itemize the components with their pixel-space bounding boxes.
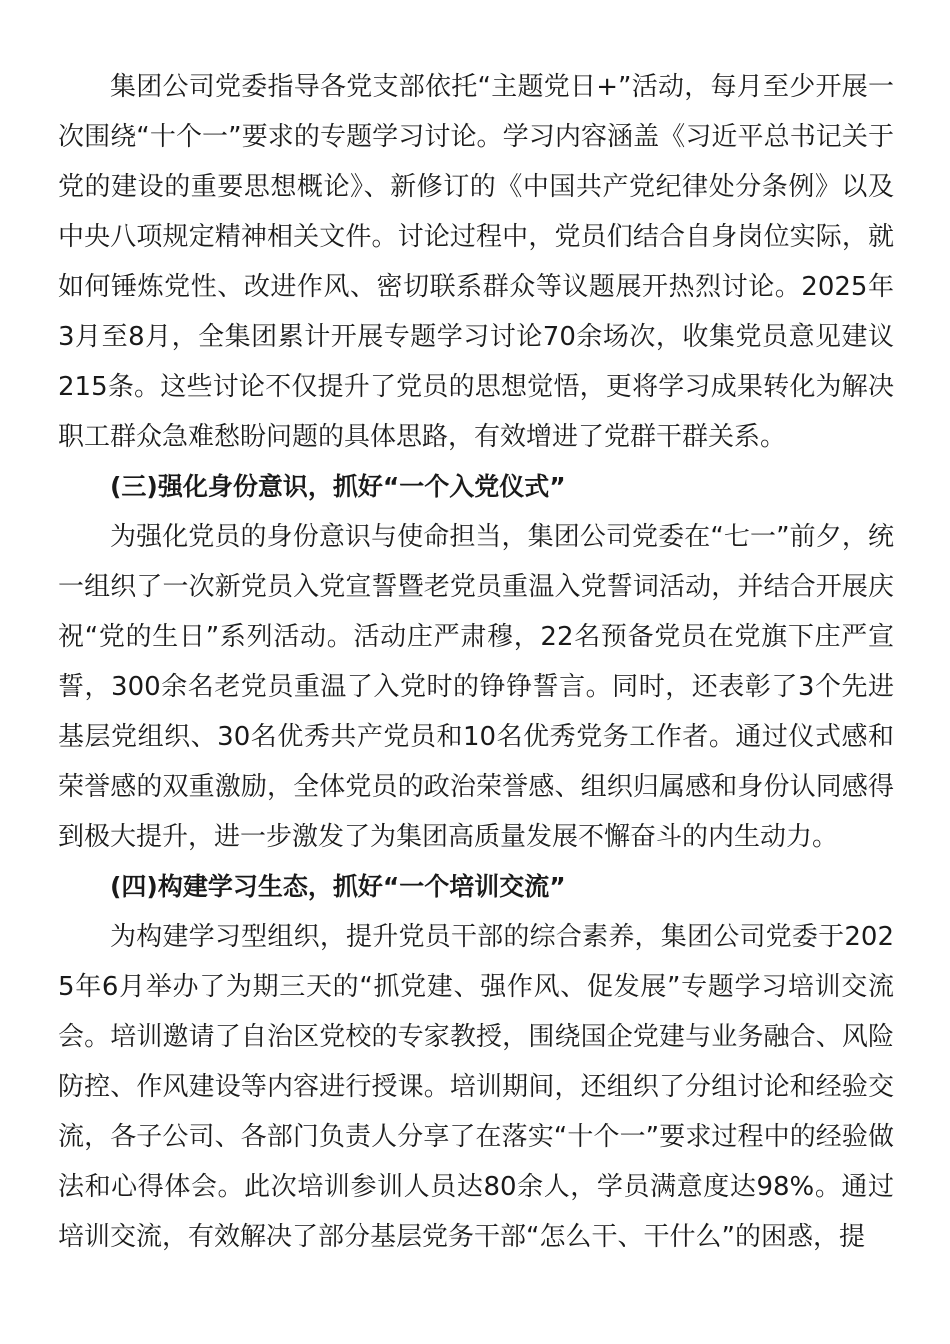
document-body	[58, 62, 894, 1262]
section-heading-3: (三)强化身份意识，抓好“一个入党仪式”	[110, 472, 566, 501]
section-heading-4: (四)构建学习生态，抓好“一个培训交流”	[110, 872, 566, 901]
paragraph-training-exchange: 为构建学习型组织，提升党员干部的综合素养，集团公司党委于2025年6月举办了为期三天的“抓党建、强作风、促发展”专题学习培训交流会。培训邀请了自治区党校的专家教授，围绕国企党建与业务融合、风险防控、作风建设等内容进行授课。培训期间，还组织了分组讨论和经验交流，各子公司、各部门负责人分享了在落实“十个一”要求过程中的经验做法和心得体会。此次培训参训人员达80余人，学员满意度达98%。通过培训交流，有效解决了部分基层党务干部“怎么干、干什么”的困惑，提	[58, 922, 894, 1252]
paragraph-oath-ceremony: 为强化党员的身份意识与使命担当，集团公司党委在“七一”前夕，统一组织了一次新党员入党宣誓暨老党员重温入党誓词活动，并结合开展庆祝“党的生日”系列活动。活动庄严肃穆，22名预备党员在党旗下庄严宣誓，300余名老党员重温了入党时的铮铮誓言。同时，还表彰了3个先进基层党组织、30名优秀共产党员和10名优秀党务工作者。通过仪式感和荣誉感的双重激励，全体党员的政治荣誉感、组织归属感和身份认同感得到极大提升，进一步激发了为集团高质量发展不懈奋斗的内生动力。	[58, 522, 894, 852]
paragraph-theme-party-day: 集团公司党委指导各党支部依托“主题党日+”活动，每月至少开展一次围绕“十个一”要求的专题学习讨论。学习内容涵盖《习近平总书记关于党的建设的重要思想概论》、新修订的《中国共产党纪律处分条例》以及中央八项规定精神相关文件。讨论过程中，党员们结合自身岗位实际，就如何锤炼党性、改进作风、密切联系群众等议题展开热烈讨论。2025年3月至8月，全集团累计开展专题学习讨论70余场次，收集党员意见建议215条。这些讨论不仅提升了党员的思想觉悟，更将学习成果转化为解决职工群众急难愁盼问题的具体思路，有效增进了党群干群关系。	[58, 72, 894, 452]
